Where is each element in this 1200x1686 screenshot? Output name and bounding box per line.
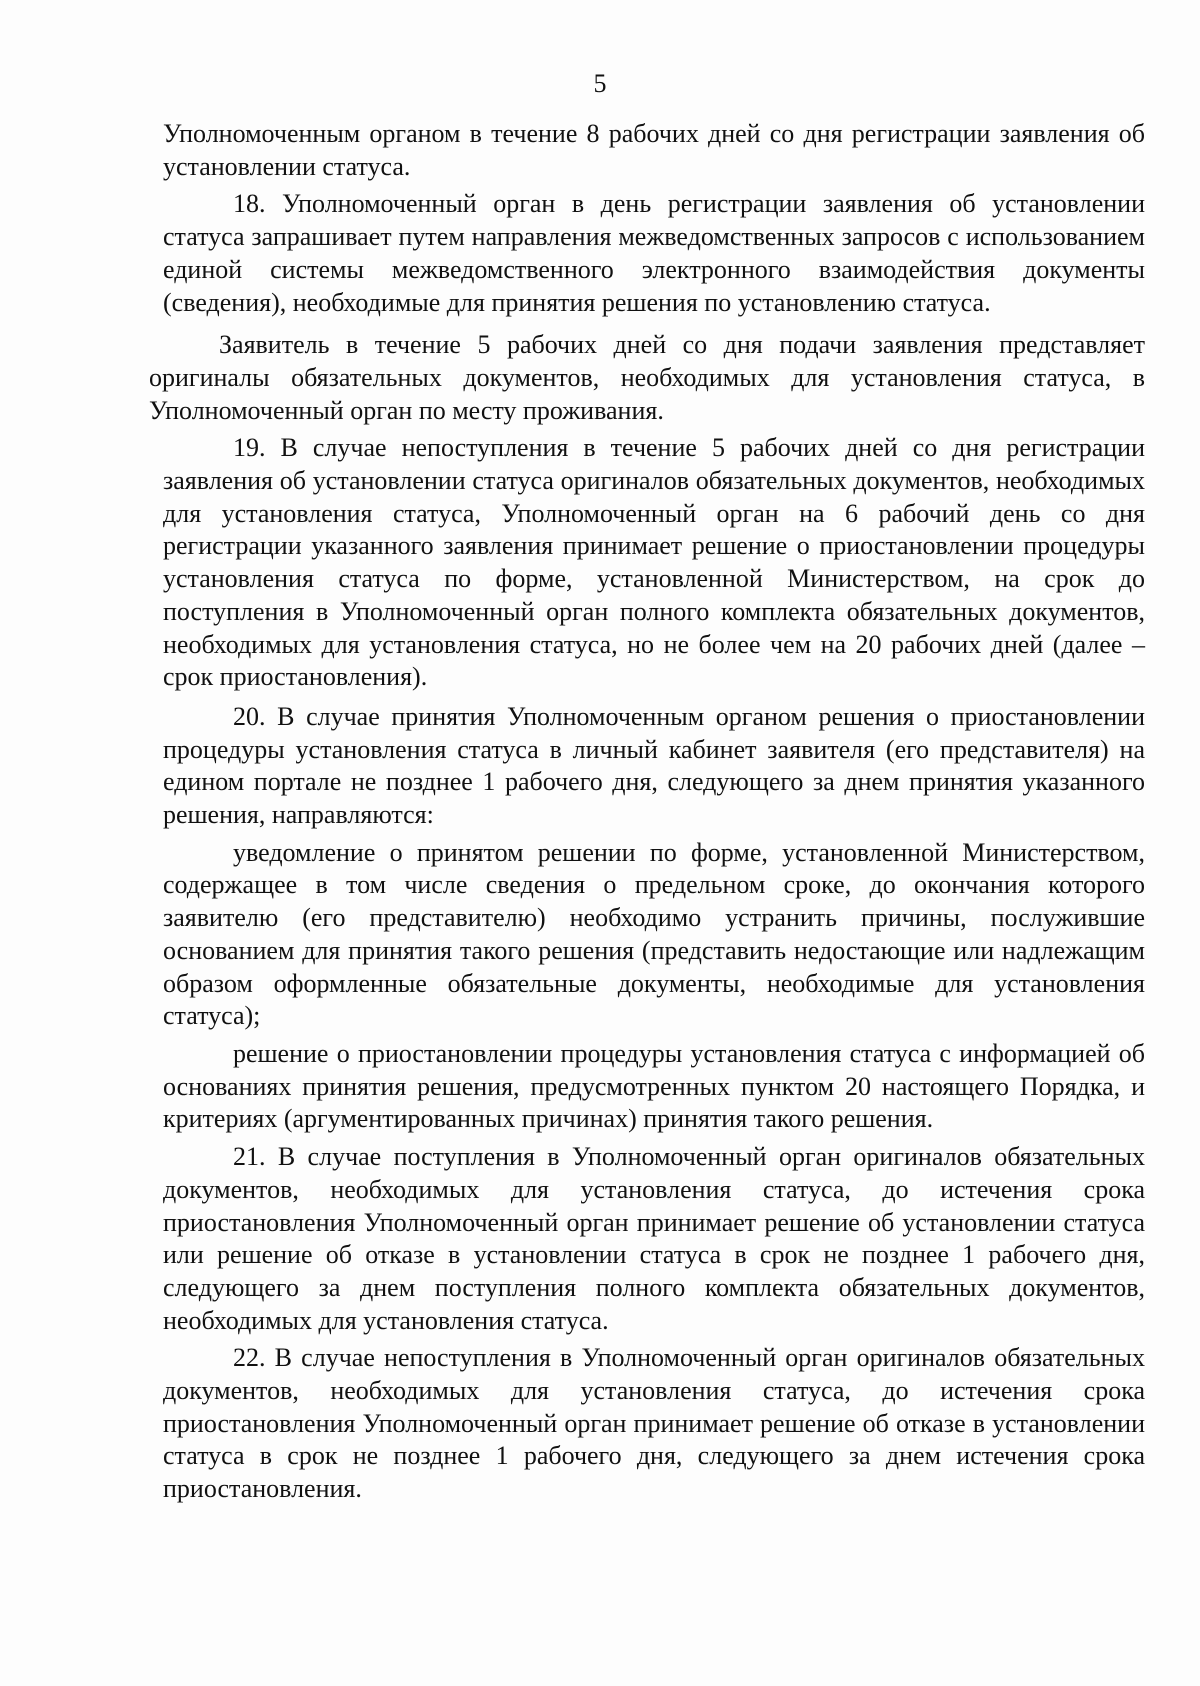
page-number: 5 — [593, 69, 607, 98]
paragraph-21: 21. В случае поступления в Уполномоченный орган оригиналов обязательных документов, необходимых для установления статуса, до истечения срока приостановления Уполномоченный орган принимает решение об установлении статуса или решение об отказе в установлении статуса в срок не позднее 1 рабочего дня, следующего за днем поступления полного комплекта обязательных документов, необходимых для установления статуса. — [163, 1142, 1145, 1335]
paragraph-20-decision: решение о приостановлении процедуры установления статуса с информацией об основаниях принятия решения, предусмотренных пунктом 20 настоящего Порядка, и критериях (аргументированных причинах) принятия такого решения. — [163, 1038, 1145, 1134]
paragraph-22: 22. В случае непоступления в Уполномоченный орган оригиналов обязательных документов, необходимых для установления статуса, до истечения срока приостановления Уполномоченный орган принимает решение об отказе в установлении статуса в срок не позднее 1 рабочего дня, следующего за днем истечения срока приостановления. — [163, 1343, 1145, 1504]
paragraph-applicant: Заявитель в течение 5 рабочих дней со дня подачи заявления представляет оригиналы обязательных документов, необходимых для установления статуса, в Уполномоченный орган по месту проживания. — [149, 330, 1145, 425]
paragraph-20-notice: уведомление о принятом решении по форме, установленной Министерством, содержащее в том числе сведения о предельном сроке, до окончания которого заявителю (его представителю) необходимо устранить причины, послужившие основанием для принятия такого решения (представить недостающие или надлежащим образом оформленные обязательные документы, необходимые для установления статуса); — [163, 837, 1145, 1031]
paragraph-18: 18. Уполномоченный орган в день регистрации заявления об установлении статуса запрашивает путем направления межведомственных запросов с использованием единой системы межведомственного электронного взаимодействия документы (сведения), необходимые для принятия решения по установлению статуса. — [163, 189, 1145, 317]
document-body — [149, 118, 1145, 1506]
paragraph-continuation: Уполномоченным органом в течение 8 рабочих дней со дня регистрации заявления об установлении статуса. — [163, 119, 1145, 181]
paragraph-19: 19. В случае непоступления в течение 5 рабочих дней со дня регистрации заявления об установлении статуса оригиналов обязательных документов, необходимых для установления статуса, Уполномоченный орган на 6 рабочий день со дня регистрации указанного заявления принимает решение о приостановлении процедуры установления статуса по форме, установленной Министерством, на срок до поступления в Уполномоченный орган полного комплекта обязательных документов, необходимых для установления статуса, но не более чем на 20 рабочих дней (далее – срок приостановления). — [163, 433, 1145, 692]
paragraph-20: 20. В случае принятия Уполномоченным органом решения о приостановлении процедуры установления статуса в личный кабинет заявителя (его представителя) на едином портале не позднее 1 рабочего дня, следующего за днем принятия указанного решения, направляются: — [163, 701, 1145, 830]
